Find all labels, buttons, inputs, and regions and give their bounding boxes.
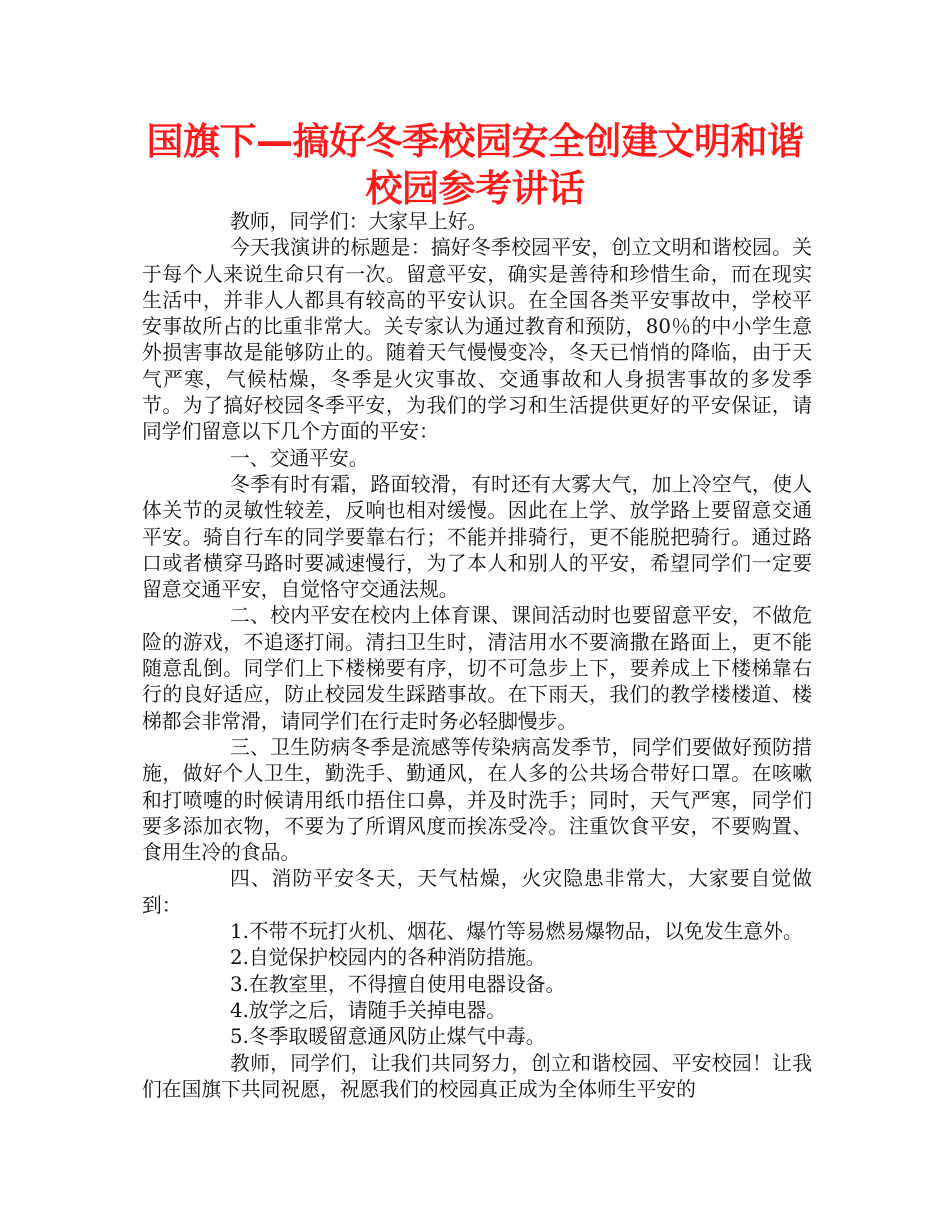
list-item-1: 1.不带不玩打火机、烟花、爆竹等易燃易爆物品，以免发生意外。 (230, 920, 803, 944)
paragraph-traffic-safety: 冬季有时有霜，路面较滑，有时还有大雾大气，加上冷空气，使人体关节的灵敏性较差，反响也相对缓慢。因此在上学、放学路上要留意交通平安。骑自行车的同学要靠右行；不能并排骑行，更不能脱把骑行。通过路口或者横穿马路时要减速慢行，为了本人和别人的平安，希望同学们一定要留意交通平安，自觉恪守交通法规。 (142, 472, 812, 602)
document-title (120, 118, 830, 212)
paragraph-closing: 教师，同学们，让我们共同努力，创立和谐校园、平安校园！让我们在国旗下共同祝愿，祝愿我们的校园真正成为全体师生平安的 (142, 1051, 812, 1101)
paragraph-fire-safety: 四、消防平安冬天，天气枯燥，火灾隐患非常大，大家要自觉做到： (142, 867, 812, 917)
title-line-2: 校园参考讲话 (365, 167, 585, 210)
list-item-4: 4.放学之后，请随手关掉电器。 (230, 998, 507, 1022)
paragraph-campus-safety: 二、校内平安在校内上体育课、课间活动时也要留意平安，不做危险的游戏，不追逐打闹。清扫卫生时，清洁用水不要滴撒在路面上，更不能随意乱倒。同学们上下楼梯要有序，切不可急步上下，要养成上下楼梯靠右行的良好适应，防止校园发生踩踏事故。在下雨天，我们的教学楼楼道、楼梯都会非常滑，请同学们在行走时务必轻脚慢步。 (142, 604, 812, 733)
list-item-3: 3.在教室里，不得擅自使用电器设备。 (230, 972, 566, 996)
paragraph-intro: 今天我演讲的标题是：搞好冬季校园平安，创立文明和谐校园。关于每个人来说生命只有一次。留意平安，确实是善待和珍惜生命，而在现实生活中，并非人人都具有较高的平安认识。在全国各类平安事故中，学校平安事故所占的比重非常大。关专家认为通过教育和预防，80％的中小学生意外损害事故是能够防止的。随着天气慢慢变冷，冬天已悄悄的降临，由于天气严寒，气候枯燥，冬季是火灾事故、交通事故和人身损害事故的多发季节。为了搞好校园冬季平安，为我们的学习和生活提供更好的平安保证，请同学们留意以下几个方面的平安： (142, 236, 812, 444)
heading-traffic-safety: 一、交通平安。 (230, 446, 369, 470)
title-line-1: 国旗下—搞好冬季校园安全创建文明和谐 (146, 120, 804, 163)
paragraph-hygiene: 三、卫生防病冬季是流感等传染病高发季节，同学们要做好预防措施，做好个人卫生，勤洗手、勤通风，在人多的公共场合带好口罩。在咳嗽和打喷嚏的时候请用纸巾捂住口鼻，并及时洗手；同时，天气严寒，同学们要多添加衣物，不要为了所谓风度而挨冻受冷。注重饮食平安，不要购置、食用生冷的食品。 (142, 735, 812, 865)
paragraph-greeting: 教师，同学们：大家早上好。 (230, 210, 488, 233)
list-item-5: 5.冬季取暖留意通风防止煤气中毒。 (230, 1025, 546, 1049)
document-body (142, 209, 812, 1103)
list-item-2: 2.自觉保护校园内的各种消防措施。 (230, 946, 546, 970)
